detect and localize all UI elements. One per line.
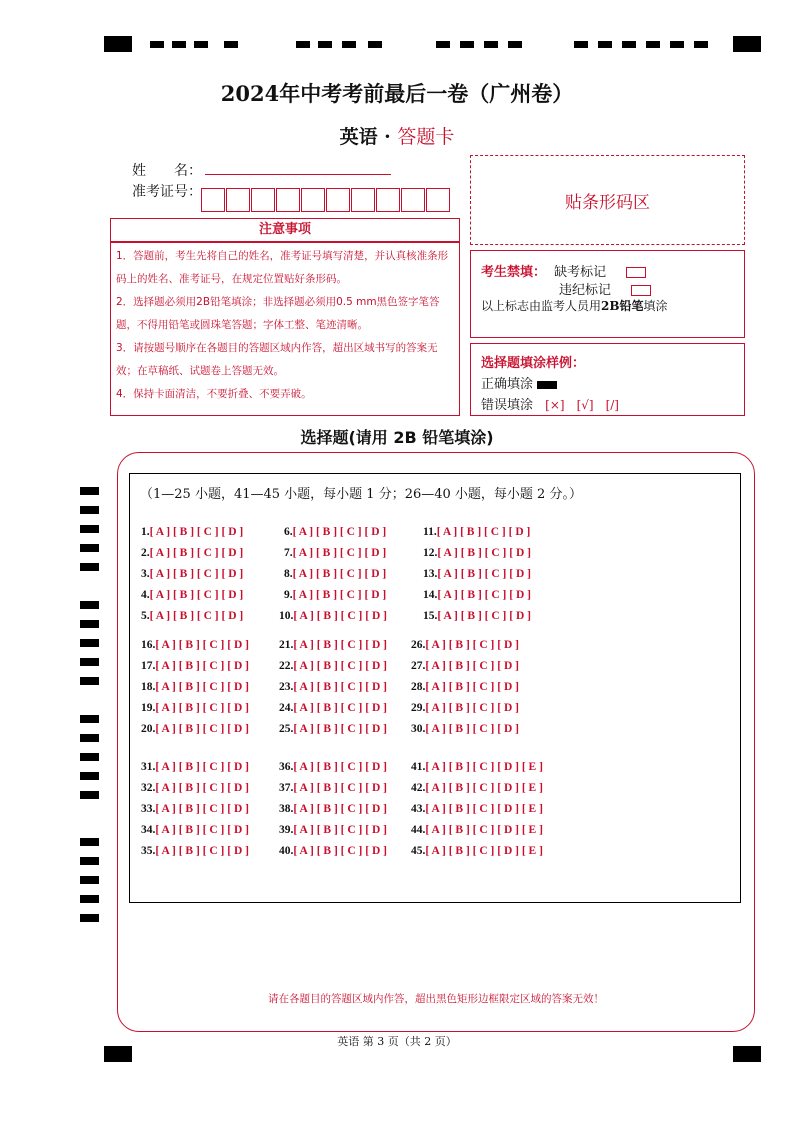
forbidden-box: [470, 250, 745, 338]
absent-mark-box[interactable]: [626, 267, 646, 278]
sample-wrong-marks: [×] [√] [/]: [545, 398, 619, 412]
barcode-label: 贴条形码区: [565, 193, 650, 213]
question-row[interactable]: 43.[ A ] [ B ] [ C ] [ D ] [ E ]: [411, 803, 543, 815]
violation-mark-label: 违纪标记: [559, 283, 612, 298]
sample-correct-label: 正确填涂: [481, 377, 534, 392]
question-row[interactable]: 36.[ A ] [ B ] [ C ] [ D ]: [279, 761, 387, 773]
question-row[interactable]: 32.[ A ] [ B ] [ C ] [ D ]: [141, 782, 249, 794]
corner-mark-bottom-left: [104, 1046, 132, 1062]
question-row[interactable]: 27.[ A ] [ B ] [ C ] [ D ]: [411, 660, 519, 672]
forbidden-label: 考生禁填：: [481, 265, 547, 280]
name-label: 姓 名：: [132, 163, 202, 179]
question-row[interactable]: 37.[ A ] [ B ] [ C ] [ D ]: [279, 782, 387, 794]
question-row[interactable]: 8.[ A ] [ B ] [ C ] [ D ]: [284, 568, 387, 580]
question-row[interactable]: 30.[ A ] [ B ] [ C ] [ D ]: [411, 723, 519, 735]
question-row[interactable]: 5.[ A ] [ B ] [ C ] [ D ]: [141, 610, 244, 622]
question-row[interactable]: 18.[ A ] [ B ] [ C ] [ D ]: [141, 681, 249, 693]
question-row[interactable]: 12.[ A ] [ B ] [ C ] [ D ]: [423, 547, 531, 559]
question-row[interactable]: 16.[ A ] [ B ] [ C ] [ D ]: [141, 639, 249, 651]
notice-header: 注意事项: [258, 222, 311, 237]
id-label: 准考证号：: [132, 184, 202, 200]
question-row[interactable]: 3.[ A ] [ B ] [ C ] [ D ]: [141, 568, 244, 580]
question-row[interactable]: 38.[ A ] [ B ] [ C ] [ D ]: [279, 803, 387, 815]
notice-item: 4．保持卡面清洁，不要折叠、不要弄破。: [116, 388, 312, 400]
question-row[interactable]: 23.[ A ] [ B ] [ C ] [ D ]: [279, 681, 387, 693]
sample-wrong-label: 错误填涂: [481, 398, 534, 413]
corner-mark-top-right: [733, 36, 761, 52]
question-row[interactable]: 31.[ A ] [ B ] [ C ] [ D ]: [141, 761, 249, 773]
question-row[interactable]: 42.[ A ] [ B ] [ C ] [ D ] [ E ]: [411, 782, 543, 794]
section-title: 选择题(请用 2B 铅笔填涂): [300, 428, 494, 447]
violation-mark-box[interactable]: [631, 285, 651, 296]
question-row[interactable]: 33.[ A ] [ B ] [ C ] [ D ]: [141, 803, 249, 815]
question-row[interactable]: 19.[ A ] [ B ] [ C ] [ D ]: [141, 702, 249, 714]
sample-correct-fill: [537, 381, 557, 389]
question-row[interactable]: 22.[ A ] [ B ] [ C ] [ D ]: [279, 660, 387, 672]
question-row[interactable]: 34.[ A ] [ B ] [ C ] [ D ]: [141, 824, 249, 836]
question-row[interactable]: 41.[ A ] [ B ] [ C ] [ D ] [ E ]: [411, 761, 543, 773]
forbidden-note: 以上标志由监考人员用2B铅笔填涂: [481, 299, 668, 313]
subtitle-subject: 英语 ·: [339, 126, 398, 148]
sample-header: 选择题填涂样例：: [481, 356, 586, 371]
notice-item: 2．选择题必须用2B铅笔填涂；非选择题必须用0.5 mm黑色签字笔答题，不得用铅笔或圆珠笔答题；字体工整、笔迹清晰。: [116, 296, 440, 331]
absent-mark-label: 缺考标记: [554, 265, 607, 280]
question-row[interactable]: 39.[ A ] [ B ] [ C ] [ D ]: [279, 824, 387, 836]
barcode-area: [470, 155, 745, 245]
question-row[interactable]: 29.[ A ] [ B ] [ C ] [ D ]: [411, 702, 519, 714]
question-row[interactable]: 28.[ A ] [ B ] [ C ] [ D ]: [411, 681, 519, 693]
question-row[interactable]: 44.[ A ] [ B ] [ C ] [ D ] [ E ]: [411, 824, 543, 836]
question-row[interactable]: 25.[ A ] [ B ] [ C ] [ D ]: [279, 723, 387, 735]
scoring-instruction: （1—25 小题，41—45 小题，每小题 1 分；26—40 小题，每小题 2 分。）: [140, 487, 582, 502]
page-title: 2024年中考考前最后一卷（广州卷）: [220, 81, 574, 106]
question-row[interactable]: 4.[ A ] [ B ] [ C ] [ D ]: [141, 589, 244, 601]
question-row[interactable]: 13.[ A ] [ B ] [ C ] [ D ]: [423, 568, 531, 580]
footer-warning: 请在各题目的答题区域内作答，超出黑色矩形边框限定区域的答案无效！: [268, 993, 604, 1005]
question-row[interactable]: 7.[ A ] [ B ] [ C ] [ D ]: [284, 547, 387, 559]
name-field[interactable]: [205, 174, 391, 175]
corner-mark-top-left: [104, 36, 132, 52]
notice-header-box: [110, 218, 460, 242]
question-row[interactable]: 20.[ A ] [ B ] [ C ] [ D ]: [141, 723, 249, 735]
question-row[interactable]: 40.[ A ] [ B ] [ C ] [ D ]: [279, 845, 387, 857]
question-row[interactable]: 26.[ A ] [ B ] [ C ] [ D ]: [411, 639, 519, 651]
notice-item: 1．答题前，考生先将自己的姓名，准考证号填写清楚，并认真核准条形码上的姓名、准考证号，在规定位置贴好条形码。: [116, 250, 449, 285]
question-row[interactable]: 1.[ A ] [ B ] [ C ] [ D ]: [141, 526, 244, 538]
question-row[interactable]: 17.[ A ] [ B ] [ C ] [ D ]: [141, 660, 249, 672]
notice-item: 3．请按题号顺序在各题目的答题区域内作答，超出区域书写的答案无效；在草稿纸、试题卷上答题无效。: [116, 342, 438, 377]
sample-box: [470, 343, 745, 416]
subtitle-card: 答题卡: [397, 126, 455, 148]
question-row[interactable]: 9.[ A ] [ B ] [ C ] [ D ]: [284, 589, 387, 601]
question-row[interactable]: 21.[ A ] [ B ] [ C ] [ D ]: [279, 639, 387, 651]
question-row[interactable]: 14.[ A ] [ B ] [ C ] [ D ]: [423, 589, 531, 601]
question-row[interactable]: 24.[ A ] [ B ] [ C ] [ D ]: [279, 702, 387, 714]
question-row[interactable]: 2.[ A ] [ B ] [ C ] [ D ]: [141, 547, 244, 559]
page-number: 英语 第 3 页（共 2 页）: [337, 1035, 457, 1048]
question-row[interactable]: 10.[ A ] [ B ] [ C ] [ D ]: [279, 610, 387, 622]
question-row[interactable]: 6.[ A ] [ B ] [ C ] [ D ]: [284, 526, 387, 538]
page-subtitle: [0, 122, 794, 149]
question-row[interactable]: 45.[ A ] [ B ] [ C ] [ D ] [ E ]: [411, 845, 543, 857]
question-row[interactable]: 35.[ A ] [ B ] [ C ] [ D ]: [141, 845, 249, 857]
question-row[interactable]: 15.[ A ] [ B ] [ C ] [ D ]: [423, 610, 531, 622]
question-row[interactable]: 11.[ A ] [ B ] [ C ] [ D ]: [423, 526, 531, 538]
corner-mark-bottom-right: [733, 1046, 761, 1062]
